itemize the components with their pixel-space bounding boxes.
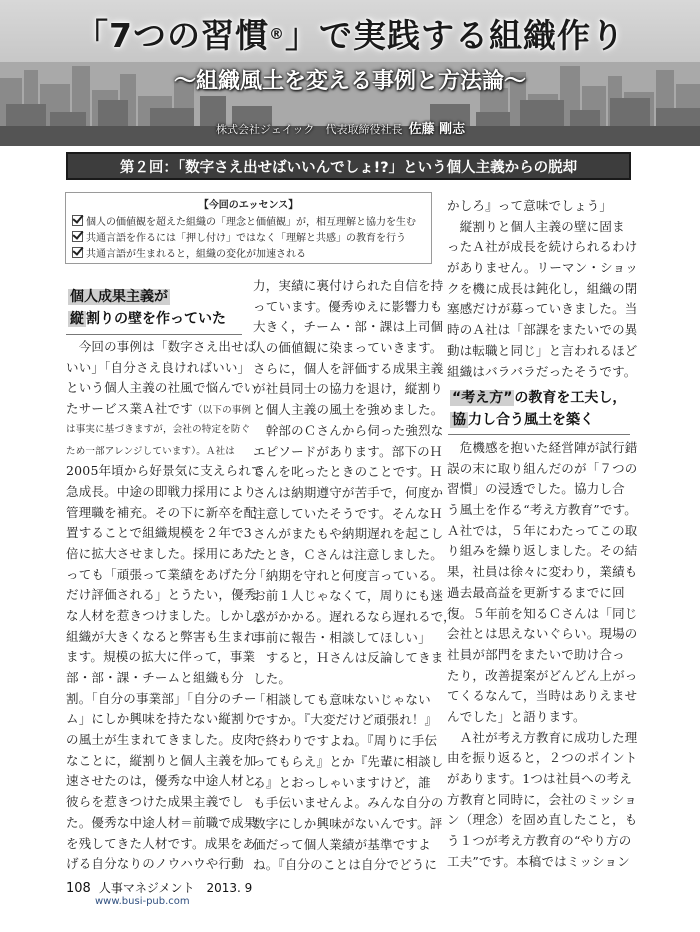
checkbox-icon: [72, 231, 83, 242]
section-heading: 個人成果主義が 縦 割りの壁を作っていた: [70, 289, 226, 327]
series-subtitle: ～組織風土を変える事例と方法論～: [173, 69, 526, 94]
body-column-2: 力，実績に裏付けられた自信を持 っています。優秀ゆえに影響力も 大きく，チーム・部・課は上司個 人の価値観に染まっていきます。 さらに，個人を評価する成果主義 が社員同士の協力を退け，縦割り と個人主義の風土を強めました。 幹部のＣさんから伺った強烈な エピソードがあります。部下のＨ さんを叱ったときのことです。Ｈ さんは納期遵守が苦手で，何度か 注意していたそうです。そんなＨ さんがまたもや納期遅れを起こし たとき，Ｃさんは注意しました。 「納期を守れと何度言っている。 お前１人じゃなくて，周りにも迷 惑がかかる。遅れるなら遅れるで， 事前に報告・相談してほしい」 すると，Ｈさんは反論してきま した。 「相談しても意味ないじゃない ですか。『大変だけど頑張れ！』 で終わりですよね。『周りに手伝 ってもらえ』とか『先輩に相談し ろ』とおっしゃいますけど，誰 も手伝いませんよ。みんな自分の 数字にしか興味がないんです。評 価だって個人業績が基準ですよ ね。『自分のことは自分でどうに: [253, 278, 456, 873]
body-column-1: 今回の事例は「数字さえ出せば いい」「自分さえ良ければいい」 という個人主義の社風で悩んでい たサービス業Ａ社です（以下の事例 は事実に基づきますが，会社の特定を防ぐ ため一部アレンジしています）。Ａ社は 2005年頃から好景気に支えられて 急成長。中途の即戦力採用により 管理職を補充。その下に新卒を配 置することで組織規模を２年で3 倍に拡大させました。採用にあた っても「頑張って業績をあげた分 だけ評価される」とうたい，優秀 な人材を惹きつけました。しかし， 組織が大きくなると弊害も生まれ ます。規模の拡大に伴って，事業 部・部・課・チームと組織も分 割。「自分の事業部」「自分のチー ム」にしか興味を持たない縦割り の風土が生まれてきました。皮肉 なことに，縦割りと個人主義を加 速させたのは，優秀な中途人材と， 彼らを惹きつけた成果主義でし た。優秀な中途人材＝前職で成果 を残してきた人材です。成果をあ げる自分なりのノウハウや行動: [66, 339, 270, 872]
magazine-issue: 人事マネジメント 2013. 9: [98, 881, 253, 895]
essence-item: 共通言語を作るには「押し付け」ではなく「理解と共感」の教育を行う: [72, 229, 406, 244]
essence-box: [65, 192, 432, 264]
checkbox-icon: [72, 247, 83, 258]
series-title: 「7つの習慣®」で実践する組織作り: [75, 16, 625, 55]
heading-rule: [448, 434, 630, 435]
page-footer: [66, 879, 252, 896]
author-line: 株式会社ジェイック 代表取締役社長 佐藤 剛志: [216, 122, 466, 137]
body-column-3-bottom: 危機感を抱いた経営陣が試行錯 誤の末に取り組んだのが「７つの 習慣」の浸透でした。協力し合 う風土を作る“考え方教育”です。 Ａ社では，５年にわたってこの取 り組みを繰り返しました。その結 果，社員は徐々に変わり，業績も 過去最高益を更新するまでに回 復。５年前を知るＣさんは「同じ 会社とは思えないぐらい。現場の 社員が部門をまたいで助け合っ たり，改善提案がどんどん上がっ てくるなんて，当時はありえませ んでした」と語ります。 Ａ社が考え方教育に成功した理 由を振り返ると，２つのポイント があります。1つは社員への考え 方教育と同時に，会社のミッショ ン（理念）を固め直したこと，も う１つが考え方教育の“やり方の 工夫”です。本稿ではミッション: [447, 440, 638, 869]
section-heading: “考え方” の教育を工夫し， 協 力し合う風土を築く: [452, 390, 627, 428]
page-number: 108: [66, 881, 91, 896]
heading-rule: [66, 334, 242, 335]
publisher-url[interactable]: www.busi-pub.com: [95, 896, 190, 907]
checkbox-icon: [72, 215, 83, 226]
essence-item: 共通言語が生まれると，組織の変化が加速される: [72, 245, 306, 260]
essence-item: 個人の価値観を超えた組織の「理念と価値観」が，相互理解と協力を生む: [72, 213, 416, 228]
essence-title: 【今回のエッセンス】: [198, 200, 299, 211]
body-column-3-top: かしろ』って意味でしょう」 縦割りと個人主義の壁に固ま ったＡ社が成長を続けられるわけ がありません。リーマン・ショッ クを機に成長は鈍化し，組織の閉 塞感だけが募っていきました。当 時のＡ社は「部課をまたいでの異 動は転職と同じ」と言われるほど 組織はバラバラだったそうです。: [447, 198, 639, 379]
header-banner: [0, 0, 700, 146]
episode-title: 第２回：「数字さえ出せばいいんでしょ!?」という個人主義からの脱却: [66, 152, 631, 180]
